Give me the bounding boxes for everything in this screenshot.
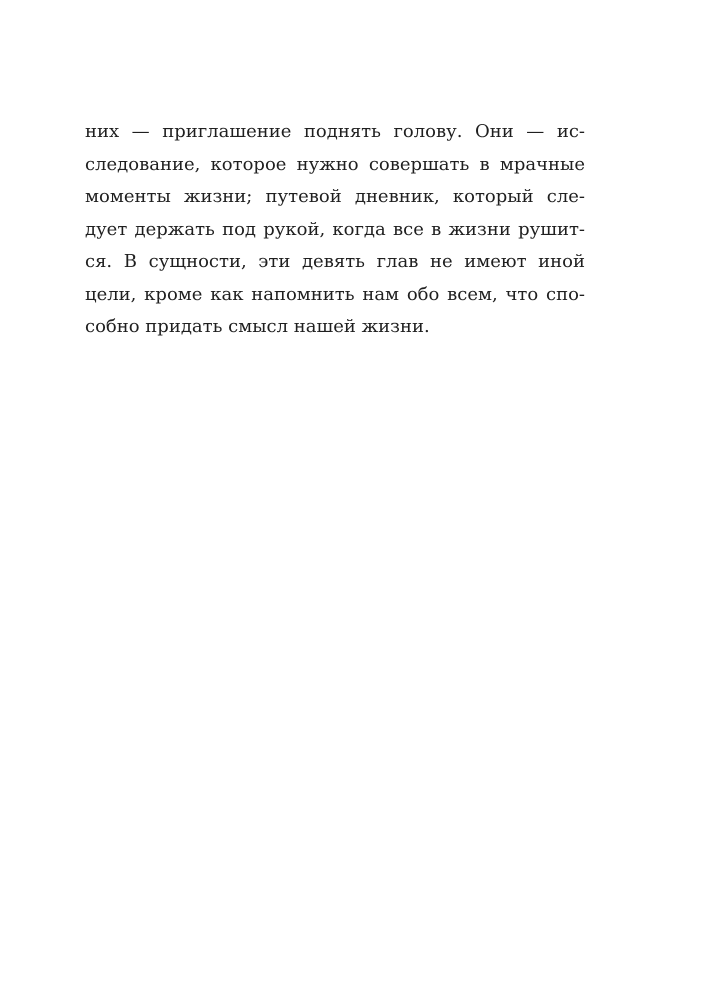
text-line: цели, кроме как напомнить нам обо всем, что спо-: [85, 283, 585, 305]
text-line: них — приглашение поднять голову. Они — ис-: [85, 121, 585, 142]
text-line: дует держать под рукой, когда все в жизни рушит-: [85, 218, 585, 240]
text-line: следование, которое нужно совершать в мрачные: [85, 153, 585, 175]
body-paragraph: [85, 116, 585, 344]
text-line: собно придать смысл нашей жизни.: [85, 316, 430, 337]
text-line: моменты жизни; путевой дневник, который сле-: [85, 186, 585, 207]
text-line: ся. В сущности, эти девять глав не имеют иной: [85, 251, 585, 272]
